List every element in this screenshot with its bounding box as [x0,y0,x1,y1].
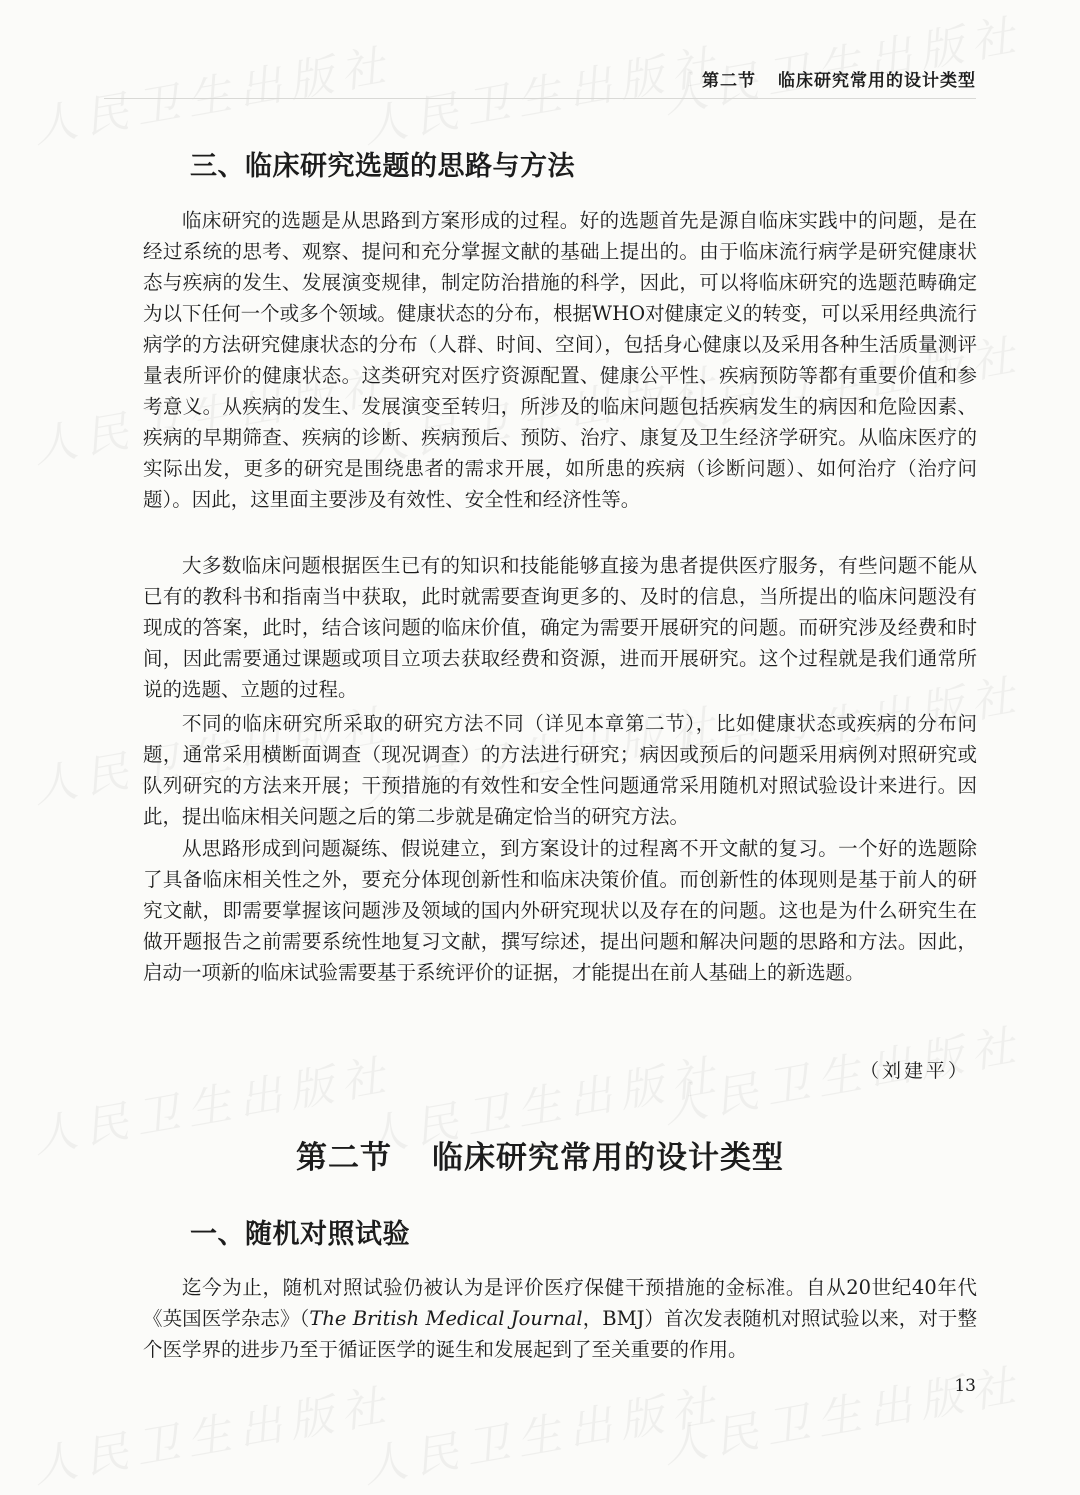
running-head [702,66,976,91]
watermark [657,1349,1027,1475]
section-title-text: 临床研究常用的设计类型 [432,1140,784,1176]
watermark [27,29,397,155]
author-credit: （刘建平） [859,1060,970,1082]
body-paragraph: 不同的临床研究所采取的研究方法不同（详见本章第二节），比如健康状态或疾病的分布问题，通常采用横断面调查（现况调查）的方法进行研究；病因或预后的问题采用病例对照研究或队列研究的方法来开展；干预措施的有效性和安全性问题通常采用随机对照试验设计来进行。因此，提出临床相关问题之后的第二步就是确定恰当的研究方法。 [143,712,977,828]
rct-text-end: ，BMJ）首次发表随机对照试验以来，对于整个医学界的进步乃至于循证医学的诞生和发展起到了至关重要的作用。 [143,1307,977,1361]
rct-text-start: 迄今为止，随机对照试验仍被认为是评价医疗保健干预措施的金标准。自从20世纪40年代《英国医学杂志》（ [143,1276,977,1330]
body-paragraph [143,1272,977,1365]
section-number: 第二节 [296,1140,392,1176]
running-head-section: 第二节 [702,71,756,91]
watermark [657,0,1027,125]
subsection-heading: 一、随机对照试验 [190,1219,410,1250]
watermark [357,29,727,155]
body-paragraph: 临床研究的选题是从思路到方案形成的过程。好的选题首先是源自临床实践中的问题，是在经过系统的思考、观察、提问和充分掌握文献的基础上提出的。由于临床流行病学是研究健康状态与疾病的发生、发展演变规律，制定防治措施的科学，因此，可以将临床研究的选题范畴确定为以下任何一个或多个领域。健康状态的分布，根据WHO对健康定义的转变，可以采用经典流行病学的方法研究健康状态的分布（人群、时间、空间），包括身心健康以及采用各种生活质量测评量表所评价的健康状态。这类研究对医疗资源配置、健康公平性、疾病预防等都有重要价值和参考意义。从疾病的发生、发展演变至转归，所涉及的临床问题包括疾病发生的病因和危险因素、疾病的早期筛查、疾病的诊断、疾病预后、预防、治疗、康复及卫生经济学研究。从临床医疗的实际出发，更多的研究是围绕患者的需求开展，如所患的疾病（诊断问题）、如何治疗（治疗问题）。因此，这里面主要涉及有效性、安全性和经济性等。 [143,209,977,511]
body-paragraph: 大多数临床问题根据医生已有的知识和技能能够直接为患者提供医疗服务，有些问题不能从已有的教科书和指南当中获取，此时就需要查询更多的、及时的信息，当所提出的临床问题没有现成的答案，此时，结合该问题的临床价值，确定为需要开展研究的问题。而研究涉及经费和时间，因此需要通过课题或项目立项去获取经费和资源，进而开展研究。这个过程就是我们通常所说的选题、立题的过程。 [143,554,977,701]
section-title [0,1132,1080,1177]
subsection-heading: 三、临床研究选题的思路与方法 [190,151,575,182]
watermark [27,1369,397,1495]
watermark [357,1369,727,1495]
watermark [657,1009,1027,1135]
body-paragraph: 从思路形成到问题凝练、假说建立，到方案设计的过程离不开文献的复习。一个好的选题除了具备临床相关性之外，要充分体现创新性和临床决策价值。而创新性的体现则是基于前人的研究文献，即需要掌握该问题涉及领域的国内外研究现状以及存在的问题。这也是为什么研究生在做开题报告之前需要系统性地复习文献，撰写综述，提出问题和解决问题的思路和方法。因此，启动一项新的临床试验需要基于系统评价的证据，才能提出在前人基础上的新选题。 [143,837,977,984]
header-divider [104,98,976,99]
running-head-title: 临床研究常用的设计类型 [778,71,976,91]
journal-title: The British Medical Journal [309,1307,583,1330]
page-number: 13 [954,1376,976,1396]
